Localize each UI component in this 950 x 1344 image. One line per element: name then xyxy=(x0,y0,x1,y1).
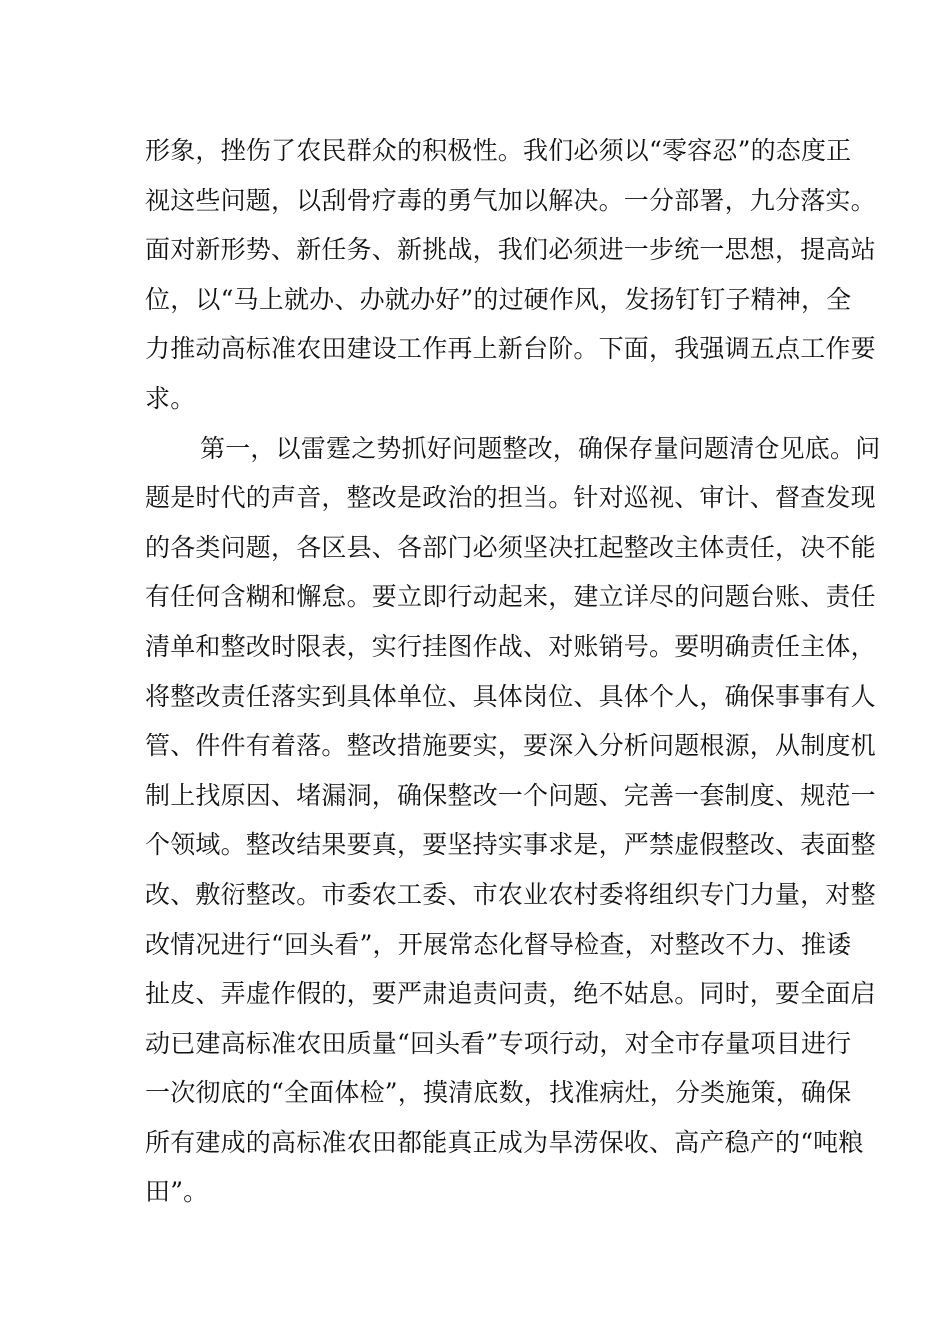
paragraph-2-line-6: 将整改责任落实到具体单位、具体岗位、具体个人，确保事事有人 xyxy=(145,681,876,711)
paragraph-2-line-4: 有任何含糊和懈怠。要立即行动起来，建立详尽的问题台账、责任 xyxy=(145,582,876,612)
paragraph-2-line-11: 改情况进行“回头看”，开展常态化督导检查，对整改不力、推诿 xyxy=(145,929,852,959)
paragraph-1-line-2: 视这些问题，以刮骨疗毒的勇气加以解决。一分部署，九分落实。 xyxy=(145,185,876,215)
paragraph-1-line-3: 面对新形势、新任务、新挑战，我们必须进一步统一思想，提高站 xyxy=(145,235,876,265)
paragraph-2-line-10: 改、敷衍整改。市委农工委、市农业农村委将组织专门力量，对整 xyxy=(145,879,876,909)
paragraph-2-line-1: 第一，以雷霆之势抓好问题整改，确保存量问题清仓见底。问 xyxy=(200,433,881,463)
paragraph-1-line-1: 形象，挫伤了农民群众的积极性。我们必须以“零容忍”的态度正 xyxy=(145,136,852,165)
paragraph-1-line-5: 力推动高标准农田建设工作再上新台阶。下面，我强调五点工作要 xyxy=(145,334,876,364)
paragraph-2-line-14: 一次彻底的“全面体检”，摸清底数，找准病灶，分类施策，确保 xyxy=(145,1078,852,1108)
paragraph-2-line-7: 管、件件有着落。整改措施要实，要深入分析问题根源，从制度机 xyxy=(145,731,876,761)
paragraph-2-line-16: 田”。 xyxy=(145,1177,209,1207)
paragraph-2-line-9: 个领域。整改结果要真，要坚持实事求是，严禁虚假整改、表面整 xyxy=(145,830,876,860)
paragraph-2-line-15: 所有建成的高标准农田都能真正成为旱涝保收、高产稳产的“吨粮 xyxy=(145,1127,864,1157)
document-body xyxy=(145,126,881,1217)
paragraph-2-line-12: 扯皮、弄虚作假的，要严肃追责问责，绝不姑息。同时，要全面启 xyxy=(145,979,876,1009)
paragraph-2-line-8: 制上找原因、堵漏洞，确保整改一个问题、完善一套制度、规范一 xyxy=(145,780,876,810)
paragraph-2-line-5: 清单和整改时限表，实行挂图作战、对账销号。要明确责任主体， xyxy=(145,631,876,661)
paragraph-2-line-13: 动已建高标准农田质量“回头看”专项行动，对全市存量项目进行 xyxy=(145,1028,852,1058)
paragraph-1-line-6: 求。 xyxy=(145,383,196,413)
paragraph-2-line-3: 的各类问题，各区县、各部门必须坚决扛起整改主体责任，决不能 xyxy=(145,532,876,562)
paragraph-1-line-4: 位，以“马上就办、办就办好”的过硬作风，发扬钉钉子精神，全 xyxy=(145,284,852,314)
paragraph-2-line-2: 题是时代的声音，整改是政治的担当。针对巡视、审计、督查发现 xyxy=(145,483,876,513)
